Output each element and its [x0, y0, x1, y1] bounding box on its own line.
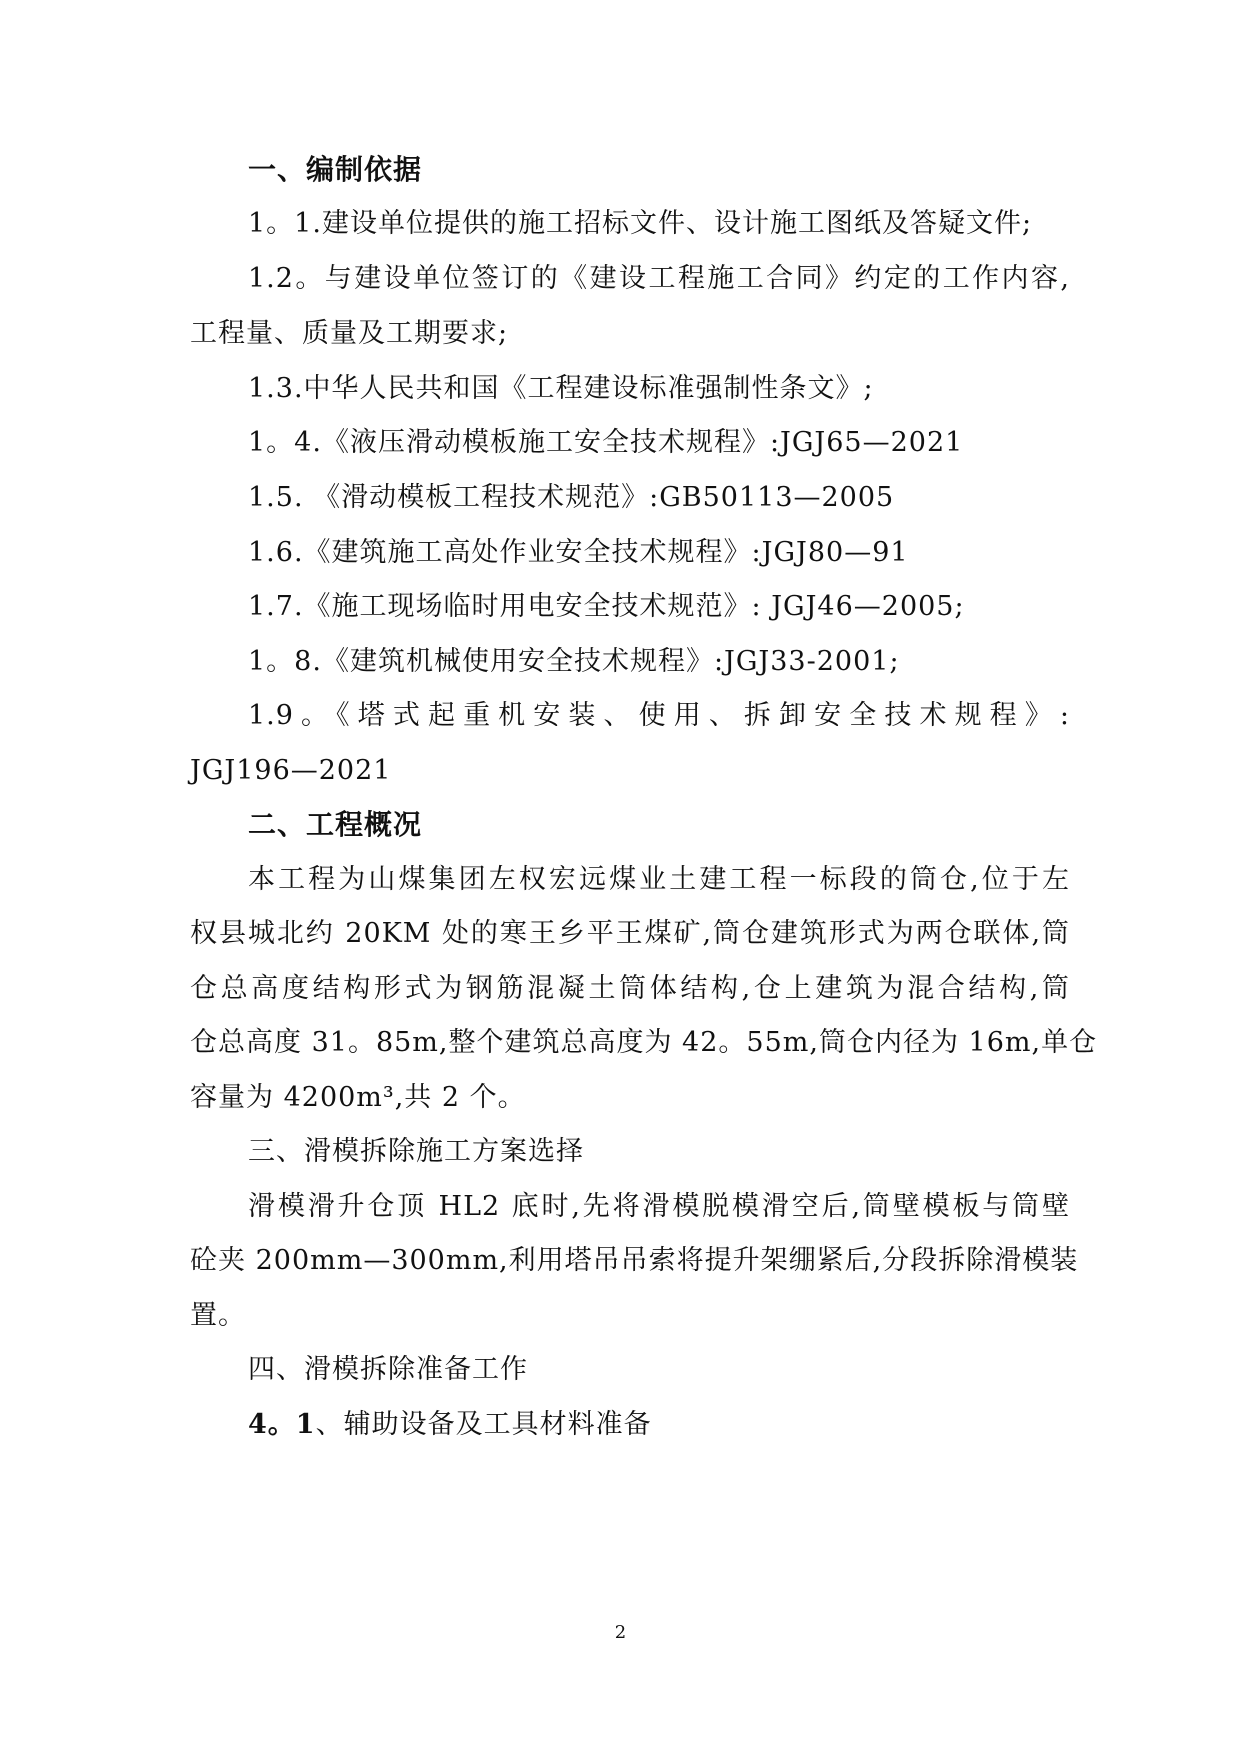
plan-line-2: 砼夹 200mm—300mm,利用塔吊吊索将提升架绷紧后,分段拆除滑模装 — [190, 1245, 1079, 1276]
basis-item-1-9-continued: JGJ196—2021 — [190, 755, 392, 786]
basis-item-1-6: 1.6.《建筑施工高处作业安全技术规程》:JGJ80—91 — [248, 537, 909, 568]
subsection-equipment — [248, 1407, 1070, 1443]
section-heading-plan: 三、滑模拆除施工方案选择 — [248, 1136, 584, 1167]
plan-line-3: 置。 — [190, 1300, 246, 1331]
subsection-number: 4。1 — [248, 1409, 316, 1440]
subsection-title: 、辅助设备及工具材料准备 — [315, 1409, 652, 1440]
overview-line-3: 仓总高度结构形式为钢筋混凝土筒体结构,仓上建筑为混合结构,筒 — [190, 973, 1070, 1004]
overview-line-2: 权县城北约 20KM 处的寒王乡平王煤矿,筒仓建筑形式为两仓联体,筒 — [190, 918, 1070, 949]
overview-line-1: 本工程为山煤集团左权宏远煤业土建工程一标段的筒仓,位于左 — [248, 864, 1070, 895]
basis-item-1-2-continued: 工程量、质量及工期要求; — [190, 318, 509, 349]
section-heading-overview: 二、工程概况 — [248, 808, 423, 841]
overview-line-5: 容量为 4200m³,共 2 个。 — [190, 1082, 526, 1113]
basis-item-1-9: 1.9。《塔式起重机安装、使用、拆卸安全技术规程》: — [248, 700, 1070, 731]
basis-item-1-1: 1。1.建设单位提供的施工招标文件、设计施工图纸及答疑文件; — [248, 208, 1033, 239]
basis-item-1-7: 1.7.《施工现场临时用电安全技术规范》: JGJ46—2005; — [248, 591, 965, 622]
overview-line-4: 仓总高度 31。85m,整个建筑总高度为 42。55m,筒仓内径为 16m,单仓 — [190, 1027, 1098, 1058]
plan-line-1: 滑模滑升仓顶 HL2 底时,先将滑模脱模滑空后,筒壁模板与筒壁 — [248, 1191, 1070, 1222]
section-heading-basis: 一、编制依据 — [248, 153, 423, 186]
basis-item-1-2: 1.2。与建设单位签订的《建设工程施工合同》约定的工作内容, — [248, 263, 1070, 294]
section-heading-preparation: 四、滑模拆除准备工作 — [248, 1354, 528, 1385]
basis-item-1-3: 1.3.中华人民共和国《工程建设标准强制性条文》; — [248, 373, 874, 404]
basis-item-1-5: 1.5. 《滑动模板工程技术规范》:GB50113—2005 — [248, 482, 895, 513]
basis-item-1-8: 1。8.《建筑机械使用安全技术规程》:JGJ33-2001; — [248, 646, 900, 677]
basis-item-1-4: 1。4.《液压滑动模板施工安全技术规程》:JGJ65—2021 — [248, 427, 964, 458]
page-number: 2 — [614, 1622, 627, 1643]
